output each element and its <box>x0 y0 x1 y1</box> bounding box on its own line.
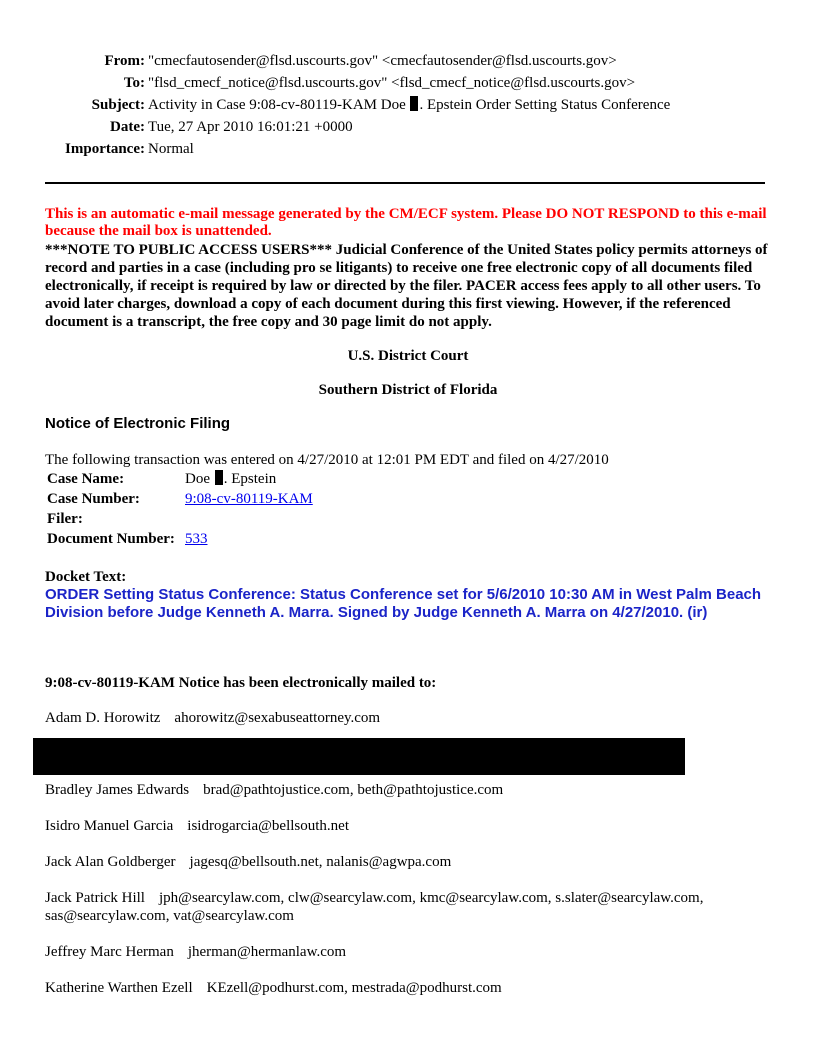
case-number-label: Case Number: <box>47 491 140 507</box>
recipient-row <box>45 853 775 871</box>
date-value: Tue, 27 Apr 2010 16:01:21 +0000 <box>148 119 353 135</box>
document-number-label: Document Number: <box>47 531 175 547</box>
case-number-link[interactable]: 9:08-cv-80119-KAM <box>185 491 313 507</box>
email-date-row <box>0 118 760 136</box>
email-subject-row <box>0 96 760 114</box>
from-value: "cmecfautosender@flsd.uscourts.gov" <cmecfautosender@flsd.uscourts.gov> <box>148 53 617 69</box>
recipient-emails: jph@searcylaw.com, clw@searcylaw.com, kmc@searcylaw.com, s.slater@searcylaw.com, sas@searcylaw.com, vat@searcylaw.com <box>45 890 704 924</box>
filer-label: Filer: <box>47 511 83 527</box>
case-name-row <box>47 470 276 488</box>
case-name-end: . Epstein <box>223 471 277 487</box>
transaction-text: The following transaction was entered on 4/27/2010 at 12:01 PM EDT and filed on 4/27/2010 <box>45 452 609 468</box>
recipient-name: Jack Alan Goldberger <box>45 854 176 870</box>
docket-text: ORDER Setting Status Conference: Status Conference set for 5/6/2010 10:30 AM in West Palm Beach Division before Judge Kenneth A. Marra. Signed by Judge Kenneth A. Marra on 4/27/2010. (ir) <box>45 586 762 621</box>
case-number-row <box>47 490 313 508</box>
recipient-row <box>45 817 775 835</box>
case-name-label: Case Name: <box>47 471 125 487</box>
importance-value: Normal <box>148 141 194 157</box>
from-label: From: <box>104 53 145 69</box>
recipient-emails: jagesq@bellsouth.net, nalanis@agwpa.com <box>189 854 452 870</box>
court-district: Southern District of Florida <box>318 382 498 398</box>
recipient-row <box>45 709 775 727</box>
recipient-name: Bradley James Edwards <box>45 782 190 798</box>
subject-value-end: . Epstein Order Setting Status Conference <box>419 97 671 113</box>
subject-value-start: Activity in Case 9:08-cv-80119-KAM Doe <box>148 97 406 113</box>
recipient-row <box>45 889 775 925</box>
recipient-emails: KEzell@podhurst.com, mestrada@podhurst.com <box>206 980 502 996</box>
email-to-row <box>0 74 760 92</box>
recipient-name: Adam D. Horowitz <box>45 710 161 726</box>
recipient-name: Katherine Warthen Ezell <box>45 980 193 996</box>
redaction-bar <box>33 738 685 775</box>
to-label: To: <box>123 75 145 91</box>
recipient-emails: isidrogarcia@bellsouth.net <box>187 818 349 834</box>
recipient-emails: ahorowitz@sexabuseattorney.com <box>174 710 381 726</box>
filer-row <box>47 510 185 528</box>
redaction-mark <box>215 470 223 485</box>
to-value: "flsd_cmecf_notice@flsd.uscourts.gov" <flsd_cmecf_notice@flsd.uscourts.gov> <box>148 75 636 91</box>
recipient-emails: brad@pathtojustice.com, beth@pathtojustice.com <box>203 782 504 798</box>
subject-label: Subject: <box>91 97 145 113</box>
header-divider <box>45 182 765 184</box>
recipient-row <box>45 943 775 961</box>
public-access-note: ***NOTE TO PUBLIC ACCESS USERS*** Judicial Conference of the United States policy permits attorneys of record and parties in a case (including pro se litigants) to receive one free electronic copy of all documents filed electronically, if receipt is required by law or directed by the filer. PACER access fees apply to all other users. To avoid later charges, download a copy of each document during this first viewing. However, if the referenced document is a transcript, the free copy and 30 page limit do not apply. <box>45 242 768 330</box>
importance-label: Importance: <box>65 141 145 157</box>
recipient-emails: jherman@hermanlaw.com <box>187 944 347 960</box>
court-name: U.S. District Court <box>347 348 469 364</box>
case-name-start: Doe <box>185 471 210 487</box>
docket-text-label: Docket Text: <box>45 569 127 585</box>
email-from-row <box>0 52 760 70</box>
document-number-link[interactable]: 533 <box>185 531 208 547</box>
recipient-row <box>45 781 775 799</box>
auto-message-warning: This is an automatic e-mail message generated by the CM/ECF system. Please DO NOT RESPOND to this e-mail because the mail box is unattended. <box>45 206 767 239</box>
recipient-name: Isidro Manuel Garcia <box>45 818 174 834</box>
redaction-mark <box>410 96 418 111</box>
nef-title: Notice of Electronic Filing <box>45 415 231 432</box>
mailed-to-heading: 9:08-cv-80119-KAM Notice has been electronically mailed to: <box>45 675 437 691</box>
recipient-name: Jeffrey Marc Herman <box>45 944 174 960</box>
recipient-row <box>45 979 775 997</box>
document-number-row <box>47 530 208 548</box>
date-label: Date: <box>110 119 145 135</box>
email-importance-row <box>0 140 760 158</box>
recipient-name: Jack Patrick Hill <box>45 890 145 906</box>
